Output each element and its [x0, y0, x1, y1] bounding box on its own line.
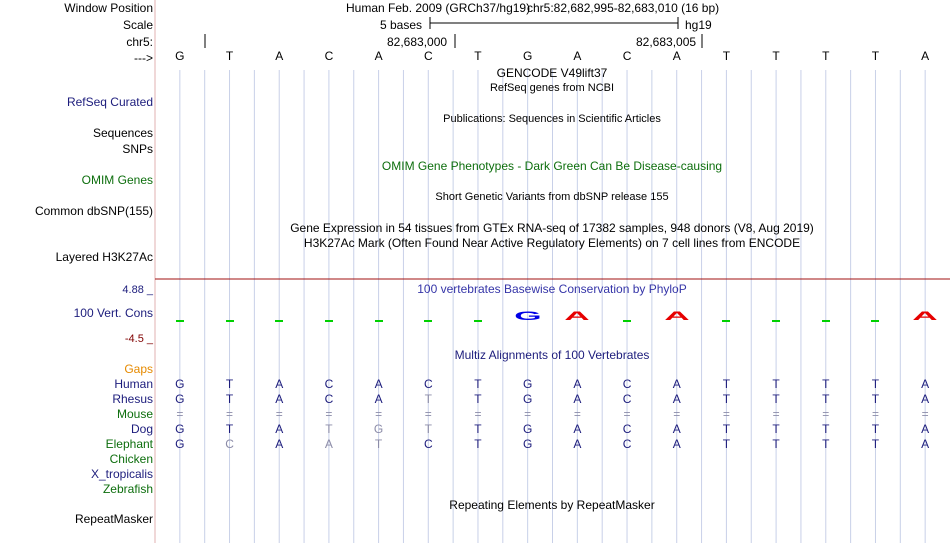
alignment-base-rhesus: A — [275, 392, 284, 406]
species-label-chicken[interactable]: Chicken — [109, 452, 153, 466]
alignment-base-rhesus: T — [225, 392, 234, 406]
alignment-base-rhesus: T — [722, 392, 731, 406]
alignment-base-elephant: A — [573, 437, 582, 451]
phylop-glyph — [871, 320, 879, 322]
cons-max-value: 4.88 _ — [122, 284, 153, 296]
alignment-base-mouse: = — [474, 407, 482, 421]
alignment-base-mouse: = — [524, 407, 532, 421]
alignment-base-human: G — [175, 377, 185, 391]
alignment-base-rhesus: T — [474, 392, 482, 406]
alignment-base-elephant: T — [871, 437, 880, 451]
alignment-base-elephant: T — [722, 437, 731, 451]
phylop-glyph — [275, 320, 283, 322]
alignment-base-mouse: = — [822, 407, 830, 421]
scale-label: 5 bases — [380, 18, 423, 32]
track-label-gaps[interactable]: Gaps — [124, 362, 153, 376]
track-label-sequences[interactable]: Sequences — [92, 126, 153, 140]
alignment-base-dog: T — [871, 422, 880, 436]
track-label-omim[interactable]: OMIM Genes — [81, 173, 153, 187]
alignment-base-dog: G — [175, 422, 185, 436]
alignment-base-human: T — [871, 377, 880, 391]
alignment-base-human: T — [225, 377, 234, 391]
alignment-base-human: C — [423, 377, 433, 391]
track-label-refseq[interactable]: RefSeq Curated — [66, 95, 153, 109]
phylop-glyph — [375, 320, 383, 322]
alignment-base-rhesus: C — [622, 392, 632, 406]
phylop-glyph — [325, 320, 333, 322]
alignment-base-dog: A — [921, 422, 930, 436]
species-label-zebrafish[interactable]: Zebrafish — [102, 482, 153, 496]
phylop-glyph — [722, 320, 730, 322]
alignment-base-elephant: G — [175, 437, 185, 451]
base-letter: A — [275, 49, 284, 63]
track-label-cons[interactable]: 100 Vert. Cons — [73, 306, 153, 320]
alignment-base-human: T — [772, 377, 780, 391]
alignment-base-rhesus: A — [921, 392, 930, 406]
base-letter: G — [175, 49, 185, 63]
alignment-base-dog: T — [424, 422, 432, 436]
alignment-base-mouse: = — [375, 407, 383, 421]
alignment-base-mouse: = — [722, 407, 730, 421]
phylop-glyph — [424, 320, 432, 322]
base-letter: A — [573, 49, 582, 63]
alignment-base-dog: A — [672, 422, 681, 436]
assembly-title: Human Feb. 2009 (GRCh37/hg19) — [346, 1, 531, 15]
coord-label-1: 82,683,000 — [387, 35, 448, 49]
coord-label-2: 82,683,005 — [636, 35, 697, 49]
alignment-base-dog: T — [325, 422, 333, 436]
alignment-base-elephant: A — [324, 437, 333, 451]
alignment-base-mouse: = — [772, 407, 780, 421]
species-label-human[interactable]: Human — [114, 377, 153, 391]
alignment-base-mouse: = — [226, 407, 234, 421]
alignment-base-elephant: T — [374, 437, 383, 451]
alignment-base-rhesus: T — [871, 392, 880, 406]
label-scale: Scale — [122, 18, 153, 32]
species-label-rhesus[interactable]: Rhesus — [112, 392, 153, 406]
alignment-base-elephant: C — [423, 437, 433, 451]
base-letter: C — [324, 49, 334, 63]
alignment-base-mouse: = — [623, 407, 631, 421]
base-letter: A — [672, 49, 681, 63]
base-letter: T — [822, 49, 830, 63]
alignment-base-dog: A — [573, 422, 582, 436]
label-chrom: chr5: — [126, 35, 153, 49]
base-letter: T — [871, 49, 880, 63]
alignment-base-mouse: = — [325, 407, 333, 421]
db-label: hg19 — [685, 18, 712, 32]
alignment-base-rhesus: C — [324, 392, 334, 406]
alignment-base-dog: G — [373, 422, 384, 436]
alignment-base-human: A — [374, 377, 383, 391]
alignment-base-rhesus: G — [175, 392, 185, 406]
alignment-base-mouse: = — [921, 407, 929, 421]
alignment-base-human: T — [822, 377, 830, 391]
species-label-mouse[interactable]: Mouse — [116, 407, 153, 421]
multiz-track-desc: Multiz Alignments of 100 Vertebrates — [454, 348, 650, 362]
base-letter: T — [772, 49, 780, 63]
alignment-base-rhesus: T — [822, 392, 830, 406]
base-letter: G — [522, 49, 533, 63]
alignment-base-dog: T — [722, 422, 731, 436]
alignment-base-dog: C — [622, 422, 632, 436]
base-letter: A — [374, 49, 383, 63]
phylop-glyph — [226, 320, 234, 322]
alignment-base-mouse: = — [176, 407, 184, 421]
phylop-glyph: G — [513, 308, 542, 323]
alignment-base-human: T — [474, 377, 482, 391]
cons-min-value: -4.5 _ — [124, 333, 153, 345]
species-label-x-tropicalis[interactable]: X_tropicalis — [90, 467, 153, 481]
phylop-glyph — [623, 320, 631, 322]
phylop-glyph — [772, 320, 780, 322]
alignment-base-elephant: A — [672, 437, 681, 451]
alignment-base-elephant: T — [474, 437, 482, 451]
base-letter: T — [722, 49, 731, 63]
alignment-base-human: C — [622, 377, 632, 391]
alignment-base-human: G — [522, 377, 533, 391]
alignment-base-elephant: C — [225, 437, 234, 451]
track-label-dbsnp[interactable]: Common dbSNP(155) — [34, 204, 153, 218]
phylop-glyph: A — [564, 308, 591, 323]
repeatmasker-track-desc: Repeating Elements by RepeatMasker — [449, 498, 655, 512]
alignment-base-dog: G — [522, 422, 533, 436]
label-window-position: Window Position — [64, 1, 153, 15]
label-strand: ---> — [134, 51, 153, 65]
phylop-track-desc: 100 vertebrates Basewise Conservation by PhyloP — [417, 282, 687, 296]
base-letter: T — [225, 49, 234, 63]
alignment-base-dog: A — [275, 422, 284, 436]
alignment-base-rhesus: A — [672, 392, 681, 406]
species-label-elephant[interactable]: Elephant — [105, 437, 153, 451]
alignment-base-mouse: = — [573, 407, 581, 421]
alignment-base-elephant: C — [622, 437, 632, 451]
track-label-repeatmasker[interactable]: RepeatMasker — [74, 512, 153, 526]
alignment-base-rhesus: G — [522, 392, 533, 406]
alignment-base-rhesus: A — [374, 392, 383, 406]
alignment-base-human: A — [921, 377, 930, 391]
base-letter: C — [622, 49, 632, 63]
gencode-track-title[interactable]: GENCODE V49lift37 — [496, 66, 608, 80]
alignment-base-human: A — [672, 377, 681, 391]
track-label-h3k27ac[interactable]: Layered H3K27Ac — [55, 250, 153, 264]
alignment-base-dog: T — [772, 422, 780, 436]
alignment-base-rhesus: T — [772, 392, 780, 406]
alignment-base-human: C — [324, 377, 334, 391]
h3k27ac-track-desc: H3K27Ac Mark (Often Found Near Active Regulatory Elements) on 7 cell lines from ENCODE — [303, 236, 801, 250]
alignment-base-elephant: A — [275, 437, 284, 451]
species-label-dog[interactable]: Dog — [130, 422, 153, 436]
window-position-text: chr5:82,682,995-82,683,010 (16 bp) — [527, 1, 720, 15]
publications-track-desc: Publications: Sequences in Scientific Articles — [443, 113, 661, 125]
dbsnp-track-desc: Short Genetic Variants from dbSNP release 155 — [435, 191, 669, 203]
alignment-base-mouse: = — [673, 407, 681, 421]
alignment-base-elephant: T — [822, 437, 830, 451]
alignment-base-human: T — [722, 377, 731, 391]
refseq-track-desc: RefSeq genes from NCBI — [489, 82, 615, 94]
phylop-glyph — [474, 320, 482, 322]
phylop-glyph — [176, 320, 184, 322]
omim-track-desc: OMIM Gene Phenotypes - Dark Green Can Be Disease-causing — [381, 159, 723, 173]
alignment-base-rhesus: T — [424, 392, 432, 406]
base-letter: C — [423, 49, 433, 63]
alignment-base-dog: T — [225, 422, 234, 436]
alignment-base-elephant: G — [522, 437, 533, 451]
gtex-track-desc: Gene Expression in 54 tissues from GTEx RNA-seq of 17382 samples, 948 donors (V8, Aug 2019) — [290, 221, 814, 235]
base-letter: T — [474, 49, 482, 63]
alignment-base-rhesus: A — [573, 392, 582, 406]
phylop-glyph: A — [663, 308, 690, 323]
alignment-base-mouse: = — [424, 407, 432, 421]
phylop-glyph — [822, 320, 830, 322]
alignment-base-dog: T — [474, 422, 482, 436]
base-letter: A — [921, 49, 930, 63]
alignment-base-elephant: A — [921, 437, 930, 451]
alignment-base-elephant: T — [772, 437, 780, 451]
phylop-glyph: A — [912, 308, 938, 323]
alignment-base-human: A — [573, 377, 582, 391]
alignment-base-mouse: = — [275, 407, 283, 421]
track-label-snps[interactable]: SNPs — [122, 142, 153, 156]
alignment-base-mouse: = — [871, 407, 879, 421]
alignment-base-human: A — [275, 377, 284, 391]
alignment-base-dog: T — [822, 422, 830, 436]
